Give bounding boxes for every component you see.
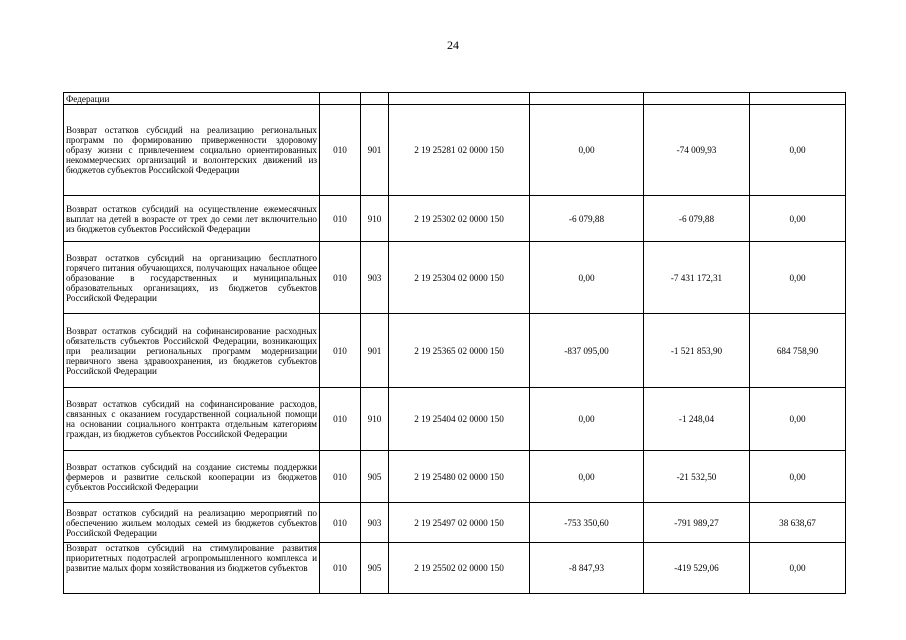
amount-2-cell: -21 532,50 bbox=[644, 451, 750, 503]
amount-1-cell: -8 847,93 bbox=[530, 543, 644, 594]
amount-3-cell: 0,00 bbox=[750, 451, 846, 503]
chapter-code-cell bbox=[320, 93, 361, 105]
budget-code-cell: 2 19 25281 02 0000 150 bbox=[389, 105, 530, 196]
amount-3-cell: 684 758,90 bbox=[750, 314, 846, 388]
amount-3-cell: 0,00 bbox=[750, 543, 846, 594]
chapter-code-cell: 010 bbox=[320, 503, 361, 543]
table-body bbox=[64, 93, 846, 594]
admin-code-cell: 905 bbox=[361, 451, 389, 503]
chapter-code-cell: 010 bbox=[320, 451, 361, 503]
budget-code-cell: 2 19 25302 02 0000 150 bbox=[389, 196, 530, 242]
description-cell: Возврат остатков субсидий на софинансирование расходных обязательств субъектов Российской Федерации, возникающих при реализации региональных программ модернизации первичного звена здравоохранения, из бюджетов субъектов Российской Федерации bbox=[64, 314, 320, 388]
budget-code-cell: 2 19 25502 02 0000 150 bbox=[389, 543, 530, 594]
amount-3-cell: 0,00 bbox=[750, 196, 846, 242]
amount-2-cell: -791 989,27 bbox=[644, 503, 750, 543]
amount-1-cell: -837 095,00 bbox=[530, 314, 644, 388]
admin-code-cell: 901 bbox=[361, 105, 389, 196]
amount-2-cell: -1 521 853,90 bbox=[644, 314, 750, 388]
amount-3-cell bbox=[750, 93, 846, 105]
amount-3-cell: 38 638,67 bbox=[750, 503, 846, 543]
amount-1-cell: 0,00 bbox=[530, 105, 644, 196]
description-cell: Возврат остатков субсидий на осуществление ежемесячных выплат на детей в возрасте от трех до семи лет включительно из бюджетов субъектов Российской Федерации bbox=[64, 196, 320, 242]
chapter-code-cell: 010 bbox=[320, 105, 361, 196]
amount-1-cell: 0,00 bbox=[530, 388, 644, 451]
admin-code-cell: 905 bbox=[361, 543, 389, 594]
amount-3-cell: 0,00 bbox=[750, 388, 846, 451]
table-row bbox=[64, 93, 846, 105]
amount-3-cell: 0,00 bbox=[750, 242, 846, 314]
amount-2-cell: -1 248,04 bbox=[644, 388, 750, 451]
amount-1-cell bbox=[530, 93, 644, 105]
admin-code-cell: 910 bbox=[361, 388, 389, 451]
table-row bbox=[64, 388, 846, 451]
table-row bbox=[64, 451, 846, 503]
amount-1-cell: -753 350,60 bbox=[530, 503, 644, 543]
budget-code-cell: 2 19 25404 02 0000 150 bbox=[389, 388, 530, 451]
table-row bbox=[64, 242, 846, 314]
budget-code-cell: 2 19 25497 02 0000 150 bbox=[389, 503, 530, 543]
amount-3-cell: 0,00 bbox=[750, 105, 846, 196]
chapter-code-cell: 010 bbox=[320, 196, 361, 242]
description-cell: Возврат остатков субсидий на реализацию мероприятий по обеспечению жильем молодых семей из бюджетов субъектов Российской Федерации bbox=[64, 503, 320, 543]
amount-2-cell: -6 079,88 bbox=[644, 196, 750, 242]
description-cell: Возврат остатков субсидий на софинансирование расходов, связанных с оказанием государственной социальной помощи на основании социального контракта отдельным категориям граждан, из бюджетов субъектов Российской Федерации bbox=[64, 388, 320, 451]
table-row bbox=[64, 105, 846, 196]
table-row bbox=[64, 543, 846, 594]
description-cell: Возврат остатков субсидий на создание системы поддержки фермеров и развитие сельской кооперации из бюджетов субъектов Российской Федерации bbox=[64, 451, 320, 503]
chapter-code-cell: 010 bbox=[320, 314, 361, 388]
amount-2-cell bbox=[644, 93, 750, 105]
amount-2-cell: -419 529,06 bbox=[644, 543, 750, 594]
chapter-code-cell: 010 bbox=[320, 543, 361, 594]
page-number: 24 bbox=[447, 38, 459, 52]
description-cell: Возврат остатков субсидий на стимулирование развития приоритетных подотраслей агропромышленного комплекса и развитие малых форм хозяйствования из бюджетов субъектов bbox=[64, 543, 320, 594]
table-row bbox=[64, 314, 846, 388]
description-cell: Возврат остатков субсидий на организацию бесплатного горячего питания обучающихся, получающих начальное общее образование в государственных и муниципальных образовательных организациях, из бюджетов субъектов Российской Федерации bbox=[64, 242, 320, 314]
budget-code-cell bbox=[389, 93, 530, 105]
budget-table bbox=[63, 92, 846, 594]
budget-code-cell: 2 19 25365 02 0000 150 bbox=[389, 314, 530, 388]
budget-code-cell: 2 19 25304 02 0000 150 bbox=[389, 242, 530, 314]
description-cell: Федерации bbox=[64, 93, 320, 105]
amount-2-cell: -74 009,93 bbox=[644, 105, 750, 196]
admin-code-cell: 901 bbox=[361, 314, 389, 388]
admin-code-cell: 903 bbox=[361, 242, 389, 314]
admin-code-cell bbox=[361, 93, 389, 105]
admin-code-cell: 903 bbox=[361, 503, 389, 543]
table-row bbox=[64, 196, 846, 242]
amount-1-cell: -6 079,88 bbox=[530, 196, 644, 242]
description-cell: Возврат остатков субсидий на реализацию региональных программ по формированию приверженности здоровому образу жизни с привлечением социально ориентированных некоммерческих организаций и волонтерских движений из бюджетов субъектов Российской Федерации bbox=[64, 105, 320, 196]
amount-2-cell: -7 431 172,31 bbox=[644, 242, 750, 314]
chapter-code-cell: 010 bbox=[320, 388, 361, 451]
admin-code-cell: 910 bbox=[361, 196, 389, 242]
table-row bbox=[64, 503, 846, 543]
amount-1-cell: 0,00 bbox=[530, 242, 644, 314]
chapter-code-cell: 010 bbox=[320, 242, 361, 314]
budget-code-cell: 2 19 25480 02 0000 150 bbox=[389, 451, 530, 503]
amount-1-cell: 0,00 bbox=[530, 451, 644, 503]
